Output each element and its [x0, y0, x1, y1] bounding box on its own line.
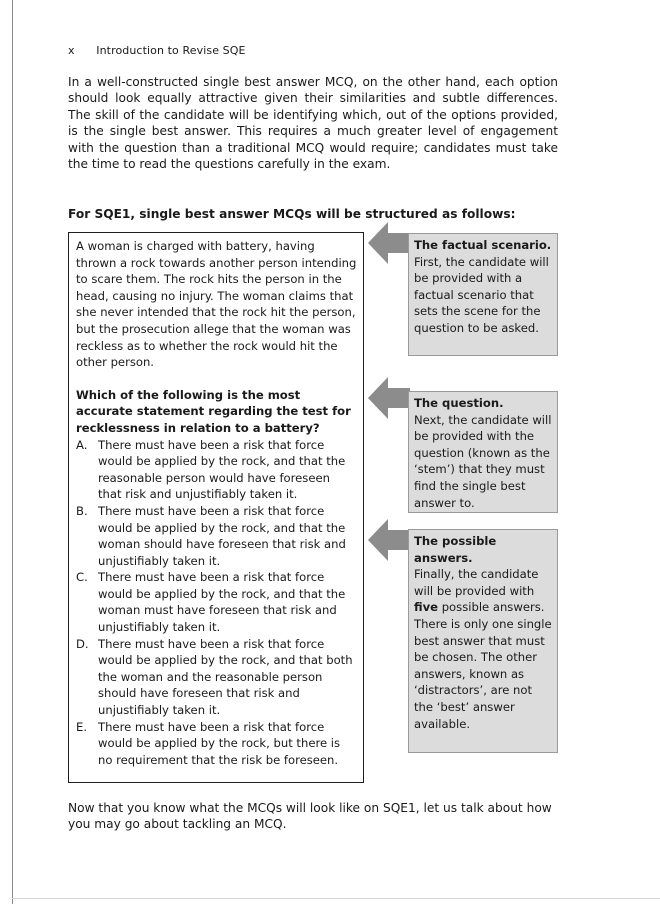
- page-number: x: [68, 44, 75, 57]
- option-text: There must have been a risk that force would be applied by the rock, and that the reasonable person would have foreseen that risk and unjustifiably taken it.: [98, 437, 346, 502]
- callout-factual-scenario: [408, 233, 558, 356]
- option-letter: B.: [76, 503, 88, 518]
- structure-heading: For SQE1, single best answer MCQs will be structured as follows:: [68, 207, 516, 221]
- mcq-option-c: [76, 569, 357, 635]
- arrow-left-icon: [368, 222, 410, 264]
- callout-body-emphasis: five: [414, 600, 439, 615]
- running-head: [68, 44, 246, 57]
- callout-title: The factual scenario.: [414, 238, 552, 252]
- callout-title: The question.: [414, 396, 504, 410]
- callout-body-start: Finally, the candidate will be provided with: [414, 567, 539, 598]
- mcq-option-e: [76, 719, 357, 769]
- option-letter: E.: [76, 719, 88, 734]
- callout-question: [408, 391, 558, 513]
- page-edge: [12, 0, 13, 904]
- example-mcq-box: [68, 232, 364, 783]
- mcq-option-a: [76, 437, 357, 503]
- arrow-left-icon: [368, 377, 410, 419]
- mcq-scenario: A woman is charged with battery, having thrown a rock towards another person intending to scare them. The rock hits the person in the head, causing no injury. The woman claims that she never intended that the rock hit the person, but the prosecution allege that the woman was reckless as to whether the rock would hit the other person.: [76, 239, 357, 370]
- mcq-option-d: [76, 636, 357, 719]
- callout-possible-answers: [408, 529, 558, 753]
- callout-body-end: possible answers. There is only one single best answer that must be chosen. The other answers, known as ‘distractors’, are not the ‘best’ answer available.: [414, 600, 552, 731]
- callout-title: The possible answers.: [414, 534, 497, 565]
- option-text: There must have been a risk that force would be applied by the rock, but there is no requirement that the risk be foreseen.: [98, 719, 341, 767]
- mcq-options-list: [76, 437, 357, 769]
- closing-paragraph: Now that you know what the MCQs will look like on SQE1, let us talk about how you may go about tackling an MCQ.: [68, 801, 552, 832]
- callout-body: [414, 567, 552, 730]
- option-text: There must have been a risk that force would be applied by the rock, and that the woman should have foreseen that risk and unjustifiably taken it.: [98, 503, 346, 568]
- intro-paragraph: In a well-constructed single best answer MCQ, on the other hand, each option should look equally attractive given their similarities and subtle differences. The skill of the candidate will be identifying which, out of the options provided, is the single best answer. This requires a much greater level of engagement with the question than a traditional MCQ would require; candidates must take the time to read the questions carefully in the exam.: [68, 75, 558, 172]
- arrow-left-icon: [368, 519, 410, 561]
- option-text: There must have been a risk that force would be applied by the rock, and that both the woman and the reasonable person should have foreseen that risk and unjustifiably taken it.: [98, 636, 353, 718]
- page-bottom-edge: [12, 898, 660, 899]
- mcq-question-stem: Which of the following is the most accurate statement regarding the test for recklessness in relation to a battery?: [76, 387, 351, 435]
- option-text: There must have been a risk that force would be applied by the rock, and that the woman must have foreseen that risk and unjustifiably taken it.: [98, 570, 346, 635]
- option-letter: A.: [76, 437, 88, 452]
- mcq-option-b: [76, 503, 357, 569]
- callout-body: Next, the candidate will be provided with the question (known as the ‘stem’) that they must find the single best answer to.: [414, 412, 552, 510]
- option-letter: D.: [76, 636, 89, 651]
- callout-body: First, the candidate will be provided with a factual scenario that sets the scene for the question to be asked.: [414, 254, 549, 335]
- option-letter: C.: [76, 570, 88, 585]
- running-title: Introduction to Revise SQE: [96, 44, 246, 57]
